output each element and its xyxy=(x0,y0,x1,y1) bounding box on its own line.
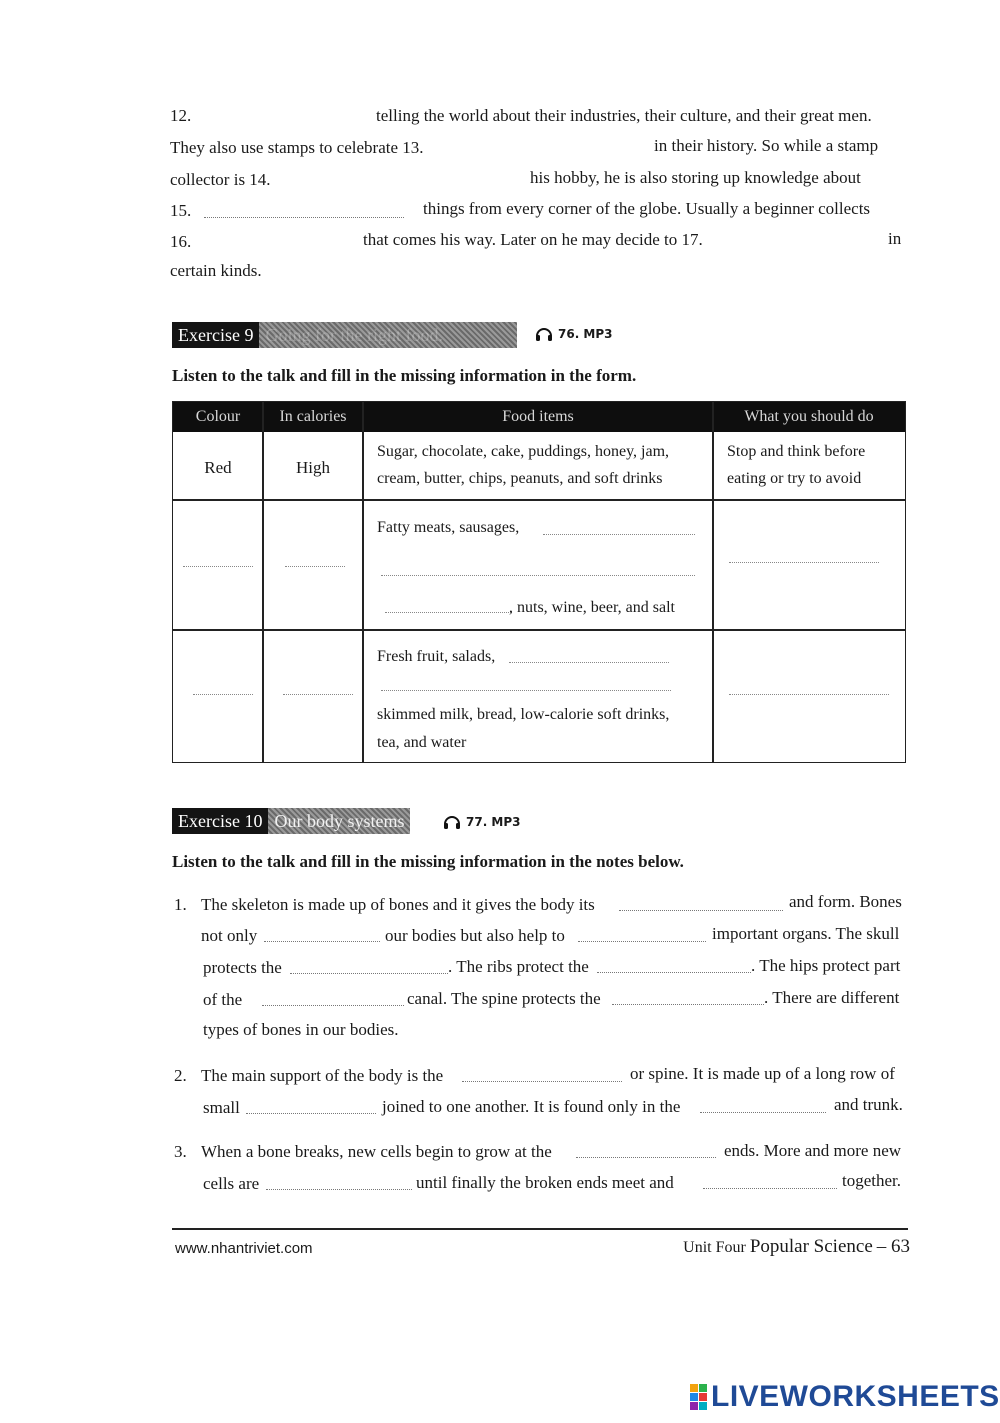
answer-blank-food[interactable] xyxy=(509,662,669,663)
table-cell-colour: Red xyxy=(204,458,232,477)
exercise-10-label: Exercise 10 xyxy=(172,808,268,834)
answer-blank-15[interactable] xyxy=(204,205,404,218)
note-text: or spine. It is made up of a long row of xyxy=(630,1064,895,1083)
table-header-action: What you should do xyxy=(744,408,874,425)
answer-blank[interactable] xyxy=(266,1177,412,1190)
passage-text: his hobby, he is also storing up knowledge about xyxy=(530,168,861,187)
note-text: When a bone breaks, new cells begin to grow at the xyxy=(201,1142,552,1161)
exercise-10-instruction: Listen to the talk and fill in the missing information in the notes below. xyxy=(172,852,684,871)
exercise-9-label: Exercise 9 xyxy=(172,322,259,348)
item-number: 1. xyxy=(174,895,187,914)
passage-text: in their history. So while a stamp xyxy=(654,136,879,155)
answer-blank[interactable] xyxy=(578,929,706,942)
liveworksheets-logo xyxy=(690,1380,1000,1414)
answer-blank[interactable] xyxy=(462,1069,622,1082)
note-text: and trunk. xyxy=(834,1095,903,1114)
passage-text: They also use stamps to celebrate 13. xyxy=(170,138,424,157)
footer-section: Popular Science xyxy=(749,1236,873,1257)
table-cell-food: skimmed milk, bread, low-calorie soft drinks, xyxy=(377,706,670,723)
note-text: . The ribs protect the xyxy=(448,957,589,976)
exercise-9-audio-label: 76. MP3 xyxy=(558,327,613,341)
answer-blank[interactable] xyxy=(612,992,764,1005)
table-cell-food: cream, butter, chips, peanuts, and soft drinks xyxy=(377,470,663,487)
note-text: protects the xyxy=(203,958,282,977)
answer-blank[interactable] xyxy=(700,1100,826,1113)
passage-text: certain kinds. xyxy=(170,261,262,280)
note-text: not only xyxy=(201,926,258,945)
table-divider xyxy=(712,402,714,762)
exercise-9-header xyxy=(172,322,517,348)
footer-page-number: – 63 xyxy=(876,1236,910,1257)
liveworksheets-logo-icon xyxy=(690,1384,707,1410)
answer-blank[interactable] xyxy=(597,960,751,973)
item-number: 3. xyxy=(174,1142,187,1161)
answer-blank-colour[interactable] xyxy=(183,566,253,567)
answer-blank[interactable] xyxy=(576,1145,716,1158)
table-cell-action: eating or try to avoid xyxy=(727,470,862,487)
answer-blank[interactable] xyxy=(262,993,404,1006)
note-text: small xyxy=(203,1098,240,1117)
footer-divider xyxy=(172,1228,908,1230)
answer-blank-action[interactable] xyxy=(729,562,879,563)
footer-unit: Unit Four xyxy=(683,1239,746,1256)
table-cell-food: Fatty meats, sausages, xyxy=(377,519,520,536)
footer-website: www.nhantriviet.com xyxy=(175,1240,313,1257)
table-divider xyxy=(262,402,264,762)
answer-blank-calories[interactable] xyxy=(285,566,345,567)
note-text: The skeleton is made up of bones and it gives the body its xyxy=(201,895,595,914)
note-text: our bodies but also help to xyxy=(385,926,565,945)
exercise-9-title: Going for the right food. xyxy=(259,322,517,348)
note-text: ends. More and more new xyxy=(724,1141,902,1160)
table-divider xyxy=(362,402,364,762)
table-divider xyxy=(173,629,905,631)
note-text: joined to one another. It is found only in the xyxy=(382,1097,681,1116)
table-cell-food: Sugar, chocolate, cake, puddings, honey, jam, xyxy=(377,443,670,460)
answer-blank-food[interactable] xyxy=(385,612,511,613)
exercise-10-audio-label: 77. MP3 xyxy=(466,815,521,829)
note-text: . The hips protect part xyxy=(751,956,901,975)
note-text: and form. Bones xyxy=(789,892,902,911)
note-text: . There are different xyxy=(764,988,900,1007)
answer-blank-food[interactable] xyxy=(543,534,695,535)
table-cell-food: tea, and water xyxy=(377,734,467,751)
exercise-10-title: Our body systems xyxy=(268,808,410,834)
answer-blank-calories[interactable] xyxy=(283,694,353,695)
passage-text: 16. xyxy=(170,232,192,251)
note-text: important organs. The skull xyxy=(712,924,900,943)
item-number: 2. xyxy=(174,1066,187,1085)
note-text: of the xyxy=(203,990,243,1009)
table-cell-food: , nuts, wine, beer, and salt xyxy=(509,599,675,616)
table-cell-calories: High xyxy=(296,458,330,477)
exercise-9-instruction: Listen to the talk and fill in the missing information in the form. xyxy=(172,366,637,385)
answer-blank[interactable] xyxy=(619,898,783,911)
passage-text: telling the world about their industries, their culture, and their great men. xyxy=(376,106,872,125)
passage-text: collector is 14. xyxy=(170,170,271,189)
table-cell-action: Stop and think before xyxy=(727,443,866,460)
table-header-food-items: Food items xyxy=(502,408,574,425)
food-table xyxy=(172,401,906,763)
answer-blank-action[interactable] xyxy=(729,694,889,695)
answer-blank-colour[interactable] xyxy=(193,694,253,695)
answer-blank[interactable] xyxy=(246,1101,376,1114)
passage-text: that comes his way. Later on he may decide to 17. xyxy=(363,230,703,249)
passage-text: things from every corner of the globe. Usually a beginner collects xyxy=(423,199,871,218)
liveworksheets-wordmark: LIVEWORKSHEETS xyxy=(711,1380,1000,1413)
passage-line-12: 12. xyxy=(170,106,192,125)
exercise-9-audio[interactable] xyxy=(534,324,613,344)
answer-blank[interactable] xyxy=(264,929,380,942)
note-text: canal. The spine protects the xyxy=(407,989,601,1008)
answer-blank-food[interactable] xyxy=(381,690,671,691)
note-text: together. xyxy=(842,1171,902,1190)
passage-text: in xyxy=(888,229,902,248)
exercise-10-audio[interactable] xyxy=(442,812,521,832)
footer-unit-info xyxy=(683,1236,910,1258)
headphones-icon xyxy=(534,324,554,344)
passage-text: 15. xyxy=(170,201,192,220)
table-header-calories: In calories xyxy=(279,408,347,425)
note-text: The main support of the body is the xyxy=(201,1066,444,1085)
table-header-colour: Colour xyxy=(195,408,241,425)
note-text: cells are xyxy=(203,1174,260,1193)
table-divider xyxy=(173,499,905,501)
headphones-icon xyxy=(442,812,462,832)
answer-blank-food[interactable] xyxy=(381,575,695,576)
exercise-10-header xyxy=(172,808,410,834)
answer-blank[interactable] xyxy=(290,961,448,974)
table-cell-food: Fresh fruit, salads, xyxy=(377,648,496,665)
answer-blank[interactable] xyxy=(703,1176,837,1189)
note-text: until finally the broken ends meet and xyxy=(416,1173,674,1192)
note-text: types of bones in our bodies. xyxy=(203,1020,399,1039)
